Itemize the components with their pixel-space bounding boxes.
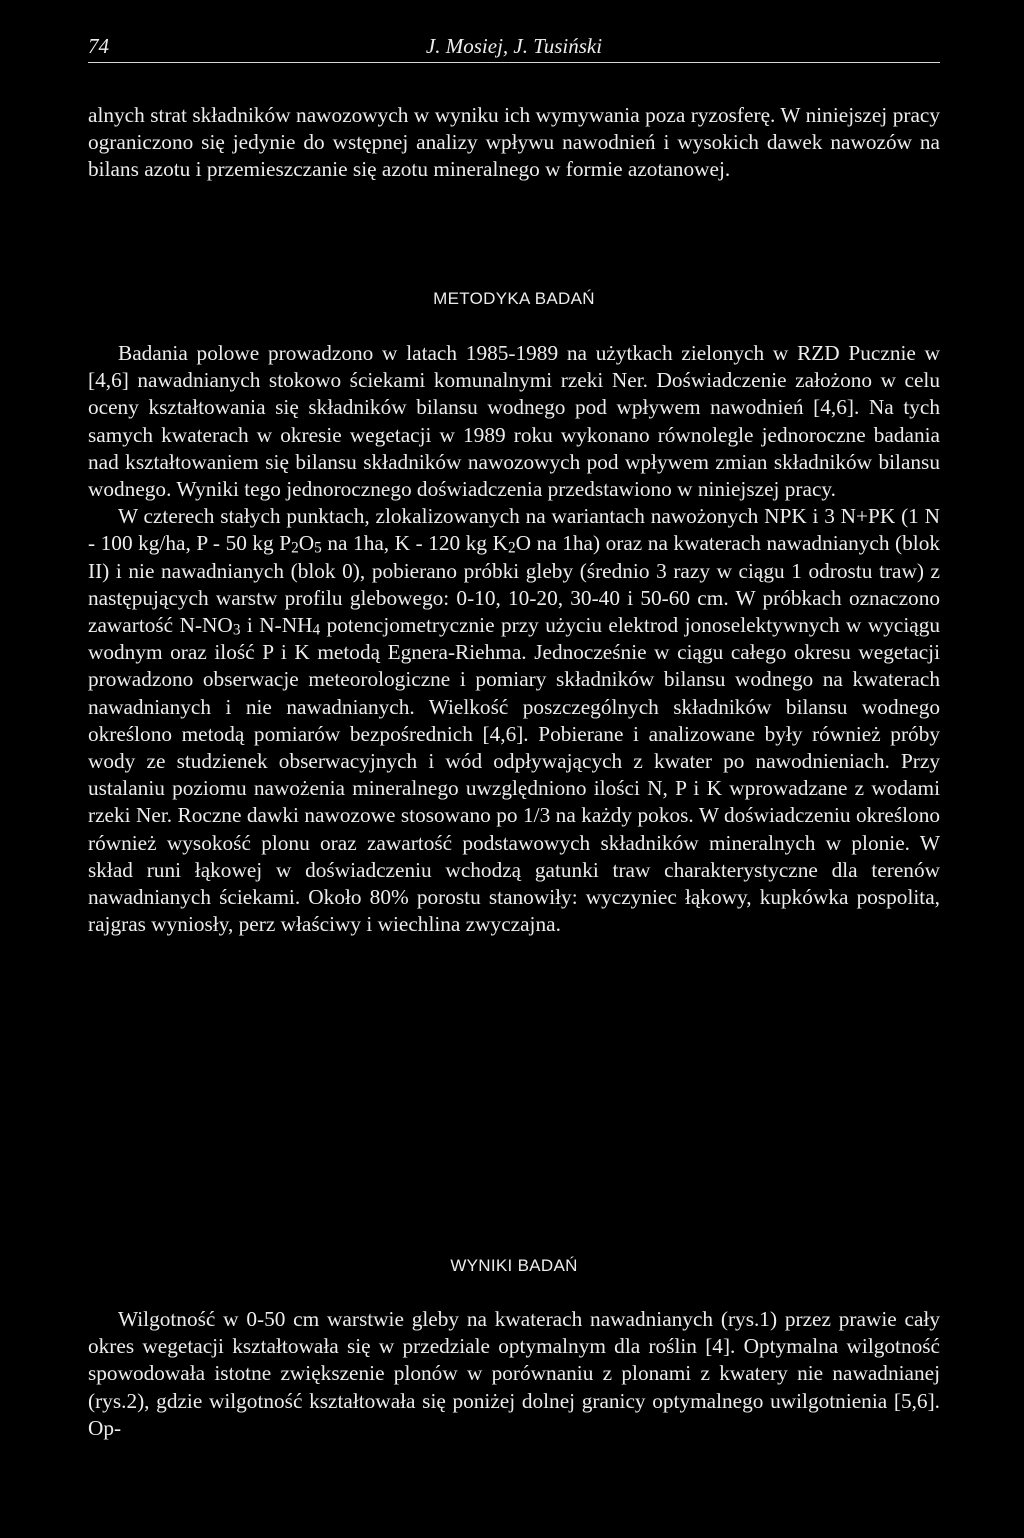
intro-text-block — [88, 102, 940, 184]
metodyka-text-block — [88, 340, 940, 938]
subscript-nh4: 4 — [312, 621, 321, 639]
running-head — [88, 32, 940, 63]
paragraph-2-text-3: na 1ha, K - 120 kg K — [321, 531, 508, 556]
wyniki-text-block — [88, 1306, 940, 1442]
wyniki-paragraph-1: Wilgotność w 0-50 cm warstwie gleby na kwaterach nawadnianych (rys.1) przez prawie cały okres wegetacji kształtowała się w przedziale optymalnym dla roślin [4]. Optymalna wilgotność spowodowała istotne zwiększenie plonów w porównaniu z plonami z kwatery nie nawadnianej (rys.2), gdzie wilgotność kształtowała się poniżej dolnej granicy optymalnego uwilgotnienia [5,6]. Op- — [88, 1307, 940, 1440]
metodyka-paragraph-1: Badania polowe prowadzono w latach 1985-1989 na użytkach zielonych w RZD Pucznie w [4,6] nawadnianych stokowo ściekami komunalnymi rzeki Ner. Doświadczenie założono w celu oceny kształtowania się składników bilansu wodnego pod wpływem nawodnień [4,6]. Na tych samych kwaterach w okresie wegetacji w 1989 roku wykonano równolegle jednoroczne badania nad kształtowaniem się bilansu składników nawozowych pod wpływem zmian składników bilansu wodnego. Wyniki tego jednorocznego doświadczenia przedstawiono w niniejszej pracy. — [88, 341, 940, 502]
running-title-authors: J. Mosiej, J. Tusiński — [425, 34, 603, 58]
paragraph-2-text-1: W czterech stałych punktach, zlokalizowanych na wariantach nawożonych NPK i 3 N+PK (1 N - 100 kg/ha, P - 50 kg P — [88, 504, 940, 556]
paragraph-2-text-6: potencjometrycznie przy użyciu elektrod jonoselektywnych w wyciągu wodnym oraz ilość P i K metodą Egnera-Riehma. Jednocześnie w ciągu całego okresu wegetacji prowadzono obserwacje meteorologiczne i pomiary składników bilansu wodnego na kwaterach nawadnianych i nie nawadnianych. Wielkość poszczególnych składników bilansu wodnego określono metodą pomiarów bezpośrednich [4,6]. Pobierane i analizowane były również próby wody ze studzienek obserwacyjnych i wód odpływających z kwater po nawodnieniach. Przy ustalaniu poziomu nawożenia mineralnego uwzględniono ilości N, P i K wprowadzane z wodami rzeki Ner. Roczne dawki nawozowe stosowano po 1/3 na każdy pokos. W doświadczeniu określono również wysokość plonu oraz zawartość podstawowych składników mineralnych w plonie. W skład runi łąkowej w doświadczeniu wchodzą gatunki traw charakterystyczne dla terenów nawadnianych ściekami. Około 80% porostu stanowiły: wyczyniec łąkowy, kupkówka pospolita, rajgras wyniosły, perz właściwy i wiechlina zwyczajna. — [88, 613, 940, 937]
intro-paragraph: alnych strat składników nawozowych w wyniku ich wymywania poza ryzosferę. W niniejszej pracy ograniczono się jedynie do wstępnej analizy wpływu nawodnień i wysokich dawek nawozów na bilans azotu i przemieszczanie się azotu mineralnego w formie azotanowej. — [88, 103, 940, 182]
subscript-p2o5-p: 2 — [291, 539, 299, 557]
subscript-no3: 3 — [232, 621, 241, 639]
subscript-k2o: 2 — [507, 539, 516, 557]
page-number: 74 — [88, 34, 109, 58]
metodyka-paragraph-2 — [88, 503, 940, 938]
section-heading-wyniki: WYNIKI BADAŃ — [450, 1256, 578, 1275]
section-heading-metodyka: METODYKA BADAŃ — [433, 289, 595, 308]
subscript-p2o5-o: 5 — [314, 539, 322, 557]
paragraph-2-text-4: O na 1ha) oraz na kwaterach nawadnianych (blok II) i nie nawadnianych (blok 0), pobierano próbki gleby (średnio 3 razy w ciągu 1 odrostu traw) z następujących warstw profilu glebowego: 0-10, 10-20, 30-40 i 50-60 cm. W próbkach oznaczono zawartość N-NO — [88, 531, 941, 638]
paragraph-2-text-5: i N-NH — [240, 613, 313, 638]
paragraph-2-text-2: O — [298, 531, 315, 556]
